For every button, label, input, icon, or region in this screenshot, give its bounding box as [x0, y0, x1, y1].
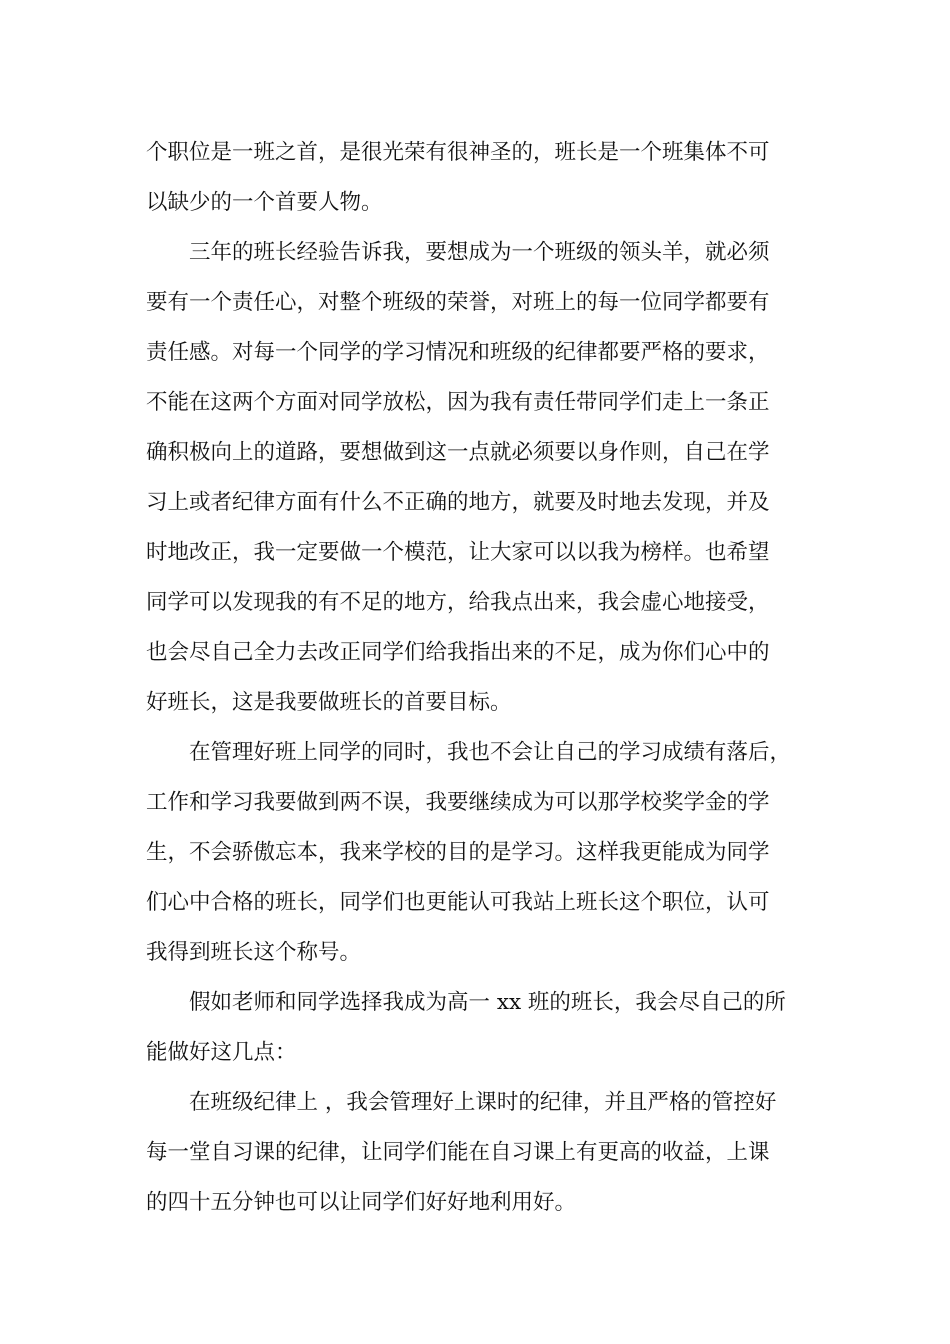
text-line-2: 以缺少的一个首要人物。 [146, 190, 383, 215]
text-line-14: 工作和学习我要做到两不误，我要继续成为可以那学校奖学金的学 [146, 790, 770, 815]
text-line-8: 习上或者纪律方面有什么不正确的地方，就要及时地去发现，并及 [146, 490, 770, 515]
text-line-19: 能做好这几点： [146, 1040, 297, 1065]
text-line-9: 时地改正，我一定要做一个模范，让大家可以以我为榜样。也希望 [146, 540, 770, 565]
paragraph-first-line: 在班级纪律上 ，我会管理好上课时的纪律，并且严格的管控好 [189, 1090, 777, 1115]
text-line-15: 生，不会骄傲忘本，我来学校的目的是学习。这样我更能成为同学 [146, 840, 770, 865]
text-line-11: 也会尽自己全力去改正同学们给我指出来的不足，成为你们心中的 [146, 640, 770, 665]
text-line-22: 的四十五分钟也可以让同学们好好地利用好。 [146, 1190, 577, 1215]
text-line-4: 要有一个责任心，对整个班级的荣誉，对班上的每一位同学都要有 [146, 290, 770, 315]
text-line-17: 我得到班长这个称号。 [146, 940, 362, 965]
text-line-5: 责任感。对每一个同学的学习情况和班级的纪律都要严格的要求， [146, 340, 770, 365]
text-line-10: 同学可以发现我的有不足的地方，给我点出来，我会虚心地接受， [146, 590, 770, 615]
paragraph-first-line: 三年的班长经验告诉我，要想成为一个班级的领头羊，就必须 [189, 240, 770, 265]
paragraph-first-line: 在管理好班上同学的同时，我也不会让自己的学习成绩有落后， [189, 740, 792, 765]
paragraph-first-line: 假如老师和同学选择我成为高一 xx 班的班长，我会尽自己的所 [189, 990, 786, 1015]
text-line-12: 好班长，这是我要做班长的首要目标。 [146, 690, 512, 715]
text-line-6: 不能在这两个方面对同学放松，因为我有责任带同学们走上一条正 [146, 390, 770, 415]
text-line-1: 个职位是一班之首，是很光荣有很神圣的，班长是一个班集体不可 [146, 140, 770, 165]
text-line-21: 每一堂自习课的纪律，让同学们能在自习课上有更高的收益，上课 [146, 1140, 770, 1165]
text-line-7: 确积极向上的道路，要想做到这一点就必须要以身作则，自己在学 [146, 440, 770, 465]
text-line-16: 们心中合格的班长，同学们也更能认可我站上班长这个职位，认可 [146, 890, 770, 915]
